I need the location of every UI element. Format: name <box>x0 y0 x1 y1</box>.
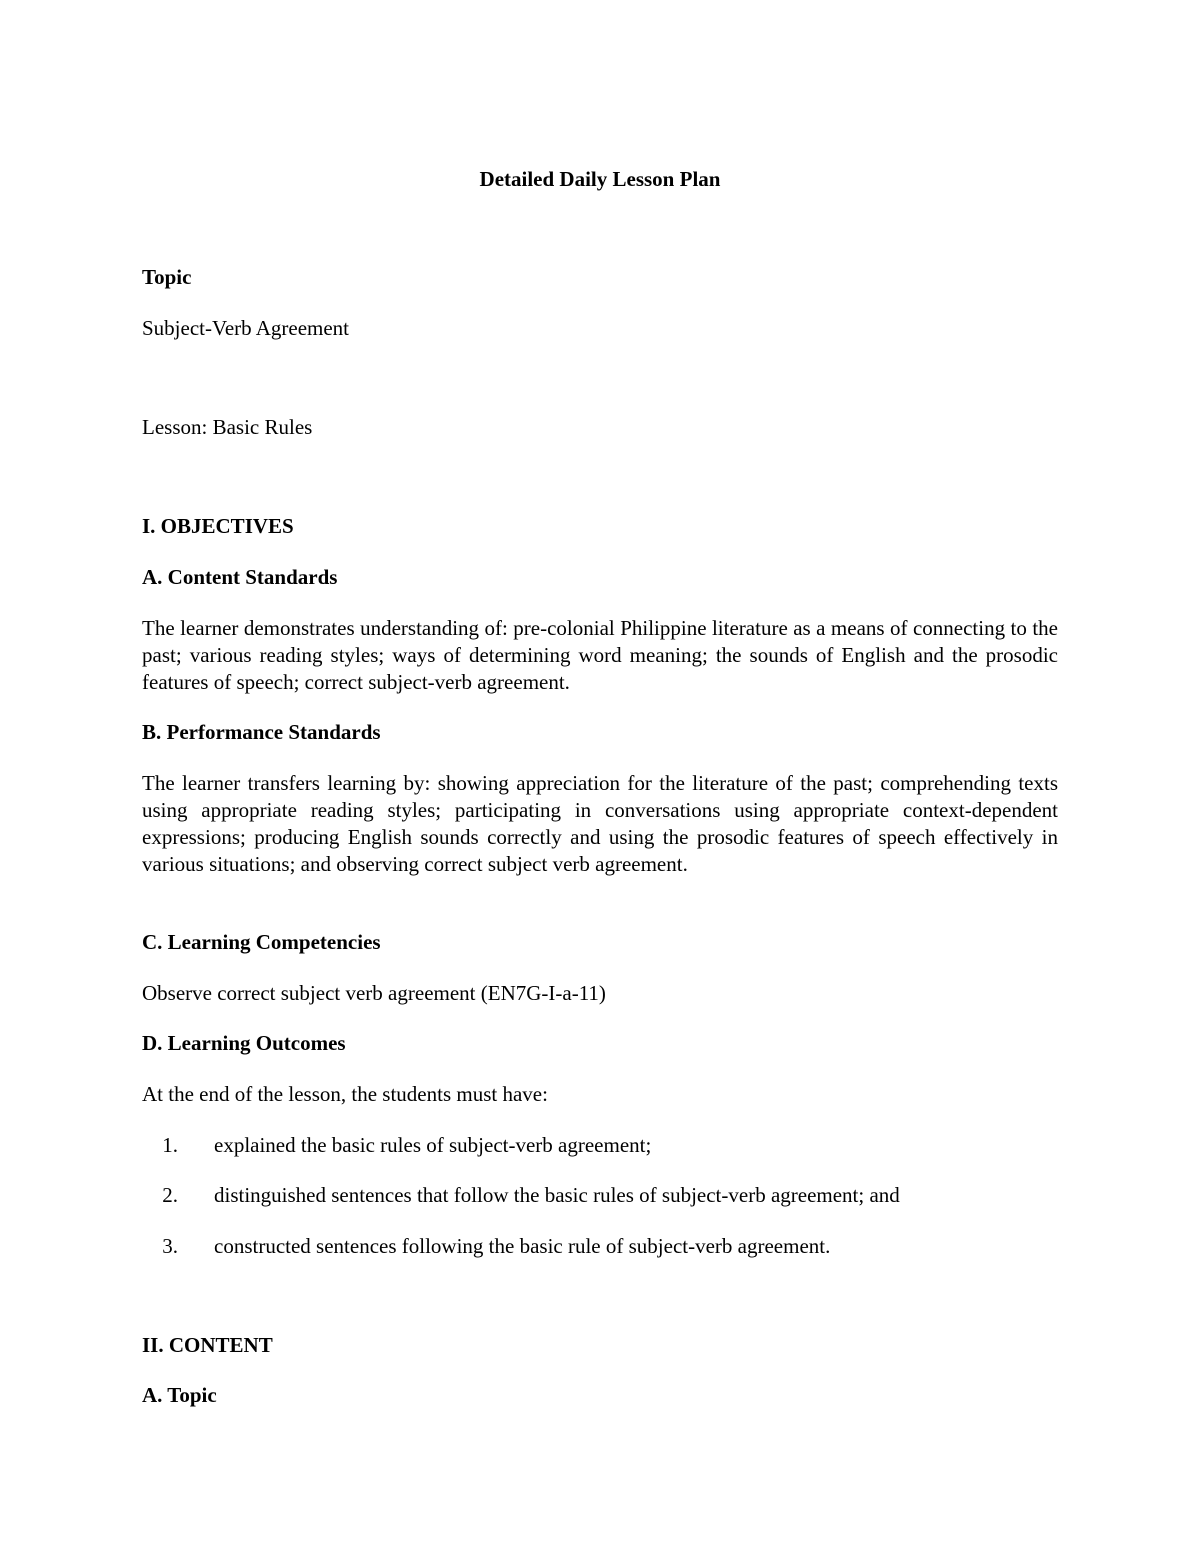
learning-competencies-heading: C. Learning Competencies <box>142 930 381 954</box>
lesson-line: Lesson: Basic Rules <box>142 415 313 439</box>
list-text: constructed sentences following the basic rule of subject-verb agreement. <box>214 1234 831 1258</box>
performance-standards-text: The learner transfers learning by: showing appreciation for the literature of the past; comprehending texts using appropriate reading styles; participating in conversations using appropriate context-dependent expressions; producing English sounds correctly and using the prosodic features of speech effectively in various situations; and observing correct subject verb agreement. <box>142 771 1058 876</box>
performance-standards-heading: B. Performance Standards <box>142 720 381 744</box>
list-item <box>142 1132 651 1159</box>
learning-competencies-text: Observe correct subject verb agreement (EN7G-I-a-11) <box>142 981 606 1005</box>
topic-label: Topic <box>142 265 192 289</box>
learning-outcomes-intro: At the end of the lesson, the students must have: <box>142 1082 548 1106</box>
learning-outcomes-heading: D. Learning Outcomes <box>142 1031 346 1055</box>
list-text: explained the basic rules of subject-verb agreement; <box>214 1133 652 1157</box>
content-standards-text: The learner demonstrates understanding of: pre-colonial Philippine literature as a means of connecting to the past; various reading styles; ways of determining word meaning; the sounds of English and the prosodic features of speech; correct subject-verb agreement. <box>142 616 1058 694</box>
list-number: 3. <box>162 1234 178 1258</box>
list-text: distinguished sentences that follow the basic rules of subject-verb agreement; and <box>214 1183 900 1207</box>
topic-value: Subject-Verb Agreement <box>142 316 350 340</box>
content-topic-heading: A. Topic <box>142 1383 217 1407</box>
list-item <box>142 1182 900 1209</box>
objectives-heading: I. OBJECTIVES <box>142 514 294 538</box>
list-number: 1. <box>162 1133 178 1157</box>
list-number: 2. <box>162 1183 178 1207</box>
content-standards-heading: A. Content Standards <box>142 565 338 589</box>
document-title: Detailed Daily Lesson Plan <box>479 167 721 191</box>
content-heading: II. CONTENT <box>142 1333 273 1357</box>
list-item <box>142 1233 830 1260</box>
